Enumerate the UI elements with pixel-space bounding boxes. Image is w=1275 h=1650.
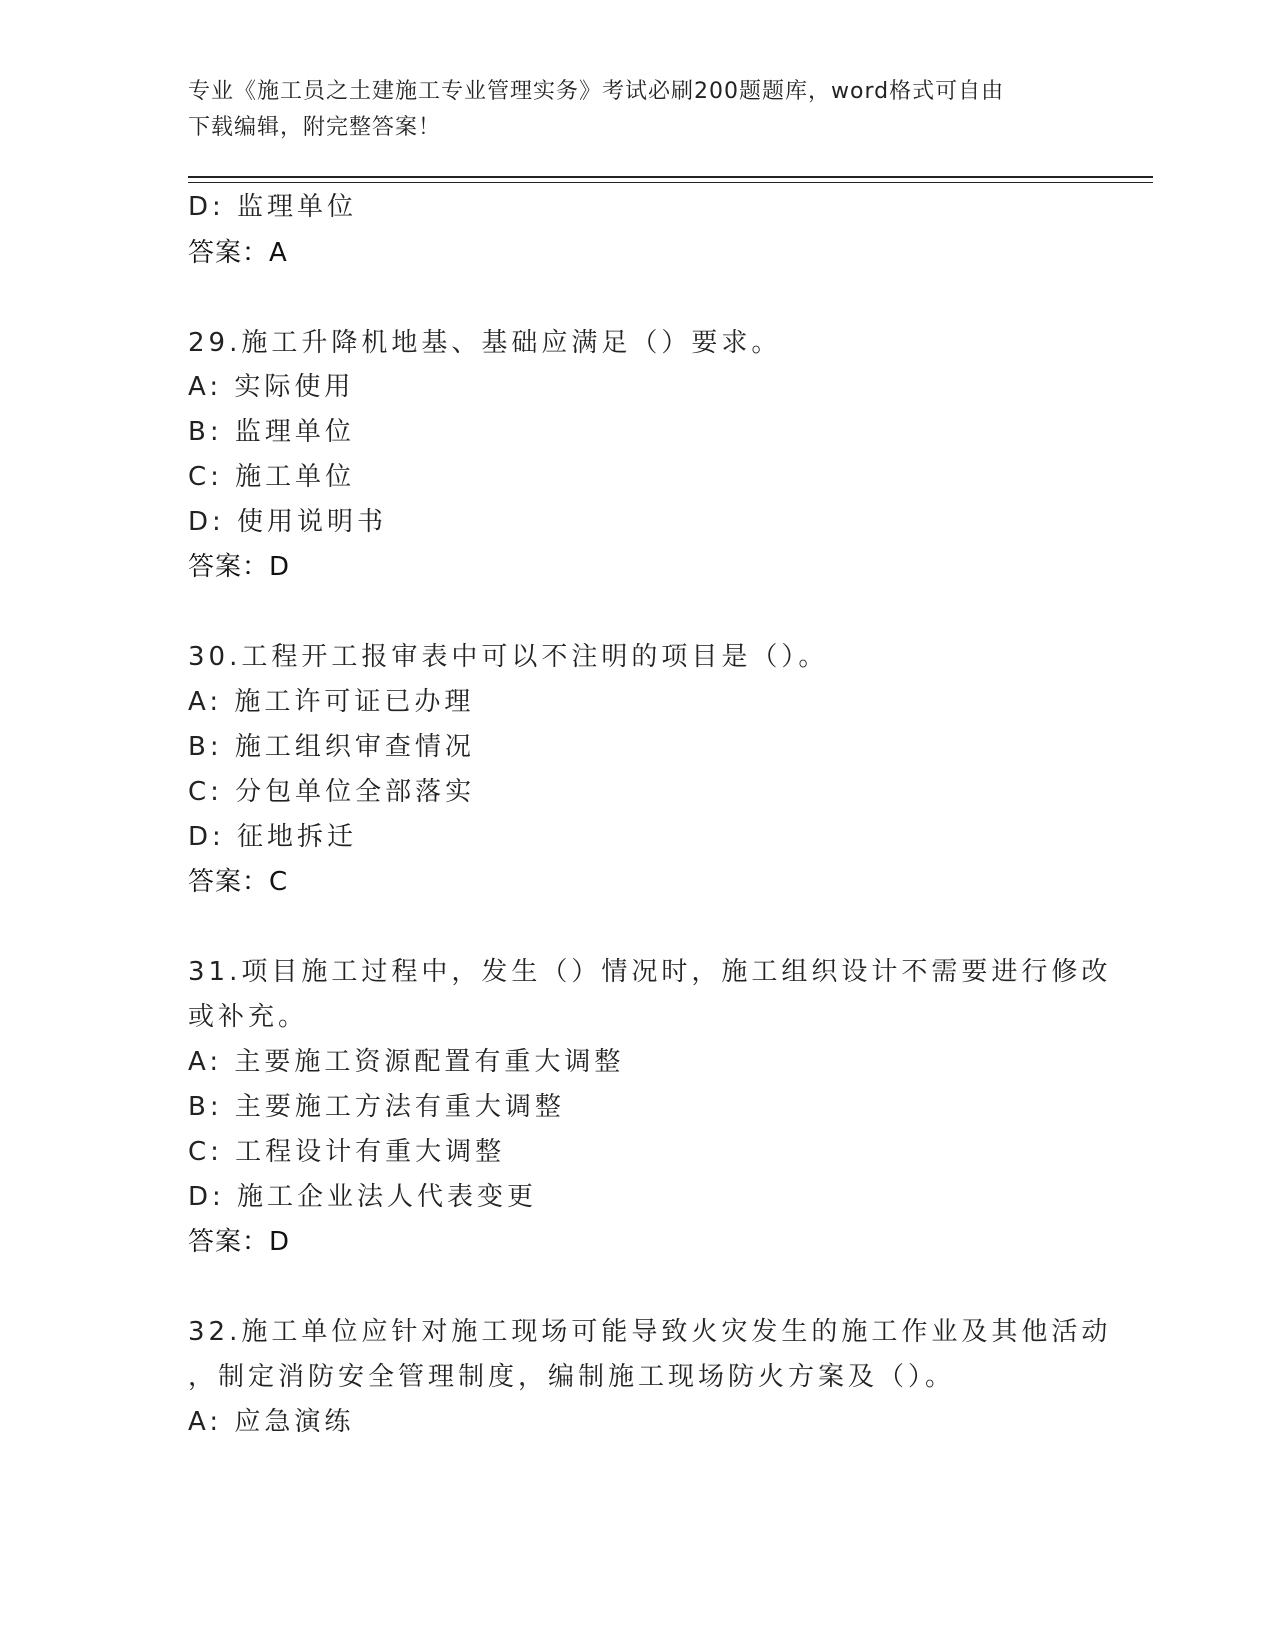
q28-answer: 答案：A [188, 238, 288, 268]
q32-stem-line-1: 32.施工单位应针对施工现场可能导致火灾发生的施工作业及其他活动 [188, 1317, 1112, 1347]
q30-option-a: A: 施工许可证已办理 [188, 687, 475, 717]
q31-option-b: B: 主要施工方法有重大调整 [188, 1092, 565, 1122]
q30-option-c: C: 分包单位全部落实 [188, 777, 476, 807]
q29-option-c: C: 施工单位 [188, 462, 356, 492]
q31-answer: 答案：D [188, 1227, 291, 1257]
q30-option-d: D: 征地拆迁 [188, 822, 358, 852]
q31-stem-line-1: 31.项目施工过程中，发生（）情况时，施工组织设计不需要进行修改 [188, 957, 1112, 987]
q31-option-d: D: 施工企业法人代表变更 [188, 1182, 538, 1212]
q32-stem-line-2: ，制定消防安全管理制度，编制施工现场防火方案及（）。 [188, 1362, 956, 1392]
header-rule-thick [188, 176, 1153, 178]
q31-option-a: A: 主要施工资源配置有重大调整 [188, 1047, 625, 1077]
header-line-1: 专业《施工员之土建施工专业管理实务》考试必刷200题题库，word格式可自由 [188, 79, 1005, 104]
q30-answer: 答案：C [188, 867, 289, 897]
q29-option-b: B: 监理单位 [188, 417, 355, 447]
document-header [188, 74, 1088, 146]
q32-option-a: A: 应急演练 [188, 1407, 355, 1437]
q29-answer: 答案：D [188, 552, 291, 582]
header-line-2: 下载编辑，附完整答案！ [188, 115, 442, 140]
header-rule-thin [188, 182, 1153, 183]
q28-option-d: D: 监理单位 [188, 192, 358, 222]
q29-option-a: A: 实际使用 [188, 372, 355, 402]
q29-stem: 29.施工升降机地基、基础应满足（）要求。 [188, 328, 782, 358]
q29-option-d: D: 使用说明书 [188, 507, 388, 537]
q31-stem-line-2: 或补充。 [188, 1002, 309, 1032]
q31-option-c: C: 工程设计有重大调整 [188, 1137, 506, 1167]
q30-stem: 30.工程开工报审表中可以不注明的项目是（）。 [188, 642, 829, 672]
q30-option-b: B: 施工组织审查情况 [188, 732, 475, 762]
